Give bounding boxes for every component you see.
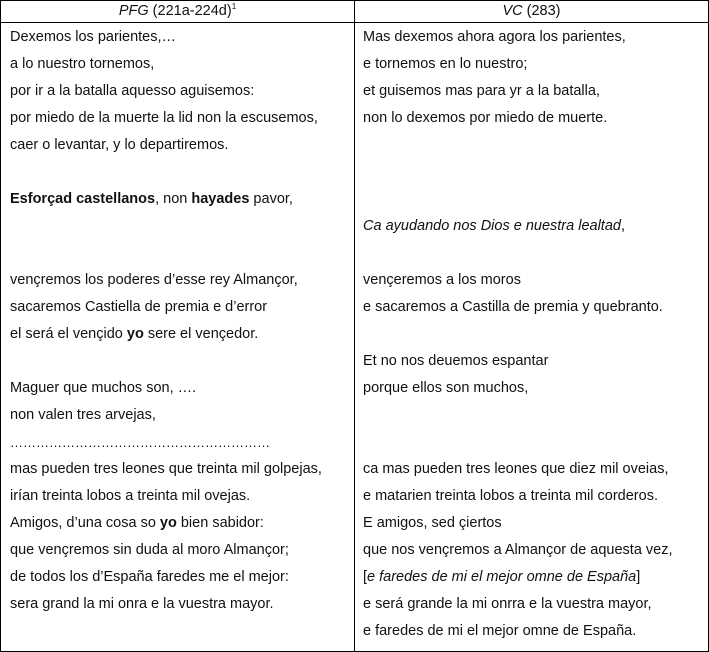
pfg-verse-line xyxy=(10,294,350,321)
vc-verse-segment: et guisemos mas para yr a la batalla, xyxy=(363,83,600,99)
pfg-verse-line xyxy=(10,240,350,267)
pfg-verse-segment: …………………………………………………… xyxy=(10,435,270,450)
header-cell-vc xyxy=(355,2,708,20)
pfg-verse-line xyxy=(10,105,350,132)
pfg-verse-line xyxy=(10,564,350,591)
vc-verse-line xyxy=(363,132,703,159)
vc-verse-segment: porque ellos son muchos, xyxy=(363,380,529,396)
header-vc-title: VC xyxy=(502,3,523,19)
vc-verse-line xyxy=(363,267,703,294)
vc-verse-line xyxy=(363,294,703,321)
pfg-verse-line xyxy=(10,537,350,564)
pfg-verse-line xyxy=(10,186,350,213)
pfg-verse-segment: pavor, xyxy=(249,191,293,207)
pfg-verse-segment: a lo nuestro tornemos, xyxy=(10,56,155,72)
pfg-verse-line xyxy=(10,483,350,510)
vc-verse-line xyxy=(363,348,703,375)
pfg-verse-segment: el será el vençido xyxy=(10,326,127,342)
pfg-verse-segment: sacaremos Castiella de premia e d’error xyxy=(10,299,268,315)
pfg-verse-segment: caer o levantar, y lo departiremos. xyxy=(10,137,229,153)
pfg-verse-line xyxy=(10,24,350,51)
vc-verse-segment: Mas dexemos ahora agora los parientes, xyxy=(363,29,626,45)
pfg-verse-line xyxy=(10,51,350,78)
vc-verse-segment: non lo dexemos por miedo de muerte. xyxy=(363,110,608,126)
pfg-verse-line xyxy=(10,159,350,186)
vc-verse-line xyxy=(363,537,703,564)
vc-verse-segment: Ca ayudando nos Dios e nuestra lealtad xyxy=(363,218,621,234)
vc-verse-line xyxy=(363,186,703,213)
pfg-verse-segment: por miedo de la muerte la lid non la escusemos, xyxy=(10,110,318,126)
vc-verse-line xyxy=(363,240,703,267)
vc-verse-line xyxy=(363,510,703,537)
column-divider xyxy=(354,1,355,651)
vc-verse-line xyxy=(363,105,703,132)
vc-verse-line xyxy=(363,456,703,483)
vc-verse-segment: Et no nos deuemos espantar xyxy=(363,353,549,369)
vc-verse-segment: vençeremos a los moros xyxy=(363,272,521,288)
vc-verse-segment: e matarien treinta lobos a treinta mil corderos. xyxy=(363,488,658,504)
header-vc-ref: (283) xyxy=(522,3,561,19)
vc-verse-segment: ] xyxy=(636,569,641,585)
vc-verse-segment: [ xyxy=(363,569,368,585)
vc-verse-line xyxy=(363,429,703,456)
pfg-verse-line xyxy=(10,456,350,483)
vc-verse-line xyxy=(363,591,703,618)
vc-verse-line xyxy=(363,321,703,348)
vc-verse-line xyxy=(363,483,703,510)
pfg-verse-segment: vençremos los poderes d’esse rey Almançor, xyxy=(10,272,298,288)
vc-verse-line xyxy=(363,78,703,105)
pfg-verse-segment: sera grand la mi onra e la vuestra mayor. xyxy=(10,596,274,612)
pfg-verse-segment: que vençremos sin duda al moro Almançor; xyxy=(10,542,289,558)
pfg-verse-line xyxy=(10,348,350,375)
vc-verse-segment: ca mas pueden tres leones que diez mil oveias, xyxy=(363,461,669,477)
pfg-verse-line xyxy=(10,375,350,402)
pfg-verse-segment: Esforçad castellanos xyxy=(10,191,156,207)
header-pfg-title: PFG xyxy=(118,3,149,19)
vc-verse-segment: e faredes de mi el mejor omne de España xyxy=(367,569,637,585)
pfg-verse-line xyxy=(10,618,350,645)
vc-verse-segment: e tornemos en lo nuestro; xyxy=(363,56,528,72)
pfg-verse-line xyxy=(10,510,350,537)
vc-verse-segment: , xyxy=(620,218,625,234)
vc-verse-line xyxy=(363,159,703,186)
pfg-verse-segment: por ir a la batalla aquesso aguisemos: xyxy=(10,83,255,99)
vc-verse-segment: e será grande la mi onrra e la vuestra mayor, xyxy=(363,596,652,612)
pfg-verse-segment: irían treinta lobos a treinta mil ovejas. xyxy=(10,488,251,504)
pfg-verse-segment: Amigos, d’una cosa so xyxy=(10,515,160,531)
pfg-verse-line xyxy=(10,213,350,240)
pfg-verse-segment: mas pueden tres leones que treinta mil golpejas, xyxy=(10,461,322,477)
pfg-verse-line xyxy=(10,321,350,348)
pfg-verse-segment: Dexemos los parientes,… xyxy=(10,29,177,45)
vc-verse-segment: que nos vençremos a Almançor de aquesta vez, xyxy=(363,542,673,558)
pfg-verse-line xyxy=(10,429,350,456)
vc-verse-line xyxy=(363,51,703,78)
pfg-verse-segment: non valen tres arvejas, xyxy=(10,407,156,423)
pfg-verse-segment: yo xyxy=(126,326,144,342)
vc-verse-line xyxy=(363,402,703,429)
vc-verse-segment: e sacaremos a Castilla de premia y quebranto. xyxy=(363,299,663,315)
vc-verse-segment: E amigos, sed çiertos xyxy=(363,515,502,531)
vc-verse-line xyxy=(363,375,703,402)
pfg-verse-line xyxy=(10,267,350,294)
vc-verse-line xyxy=(363,564,703,591)
pfg-verse-line xyxy=(10,591,350,618)
vc-verse-line xyxy=(363,618,703,645)
vc-column xyxy=(363,24,703,645)
header-pfg-ref: (221a-224d) xyxy=(148,3,232,19)
header-cell-pfg xyxy=(1,2,354,20)
pfg-verse-line xyxy=(10,132,350,159)
pfg-verse-segment: bien sabidor: xyxy=(176,515,264,531)
vc-verse-line xyxy=(363,24,703,51)
pfg-verse-segment: hayades xyxy=(191,191,250,207)
footnote-marker: 1 xyxy=(231,2,237,12)
pfg-verse-line xyxy=(10,402,350,429)
vc-verse-segment: e faredes de mi el mejor omne de España. xyxy=(363,623,637,639)
pfg-verse-line xyxy=(10,78,350,105)
vc-verse-line xyxy=(363,213,703,240)
pfg-verse-segment: Maguer que muchos son, …. xyxy=(10,380,197,396)
pfg-verse-segment: sere el vençedor. xyxy=(143,326,259,342)
pfg-verse-segment: yo xyxy=(159,515,177,531)
pfg-verse-segment: de todos los d’España faredes me el mejor: xyxy=(10,569,289,585)
pfg-verse-segment: , non xyxy=(155,191,192,207)
pfg-column xyxy=(10,24,350,645)
